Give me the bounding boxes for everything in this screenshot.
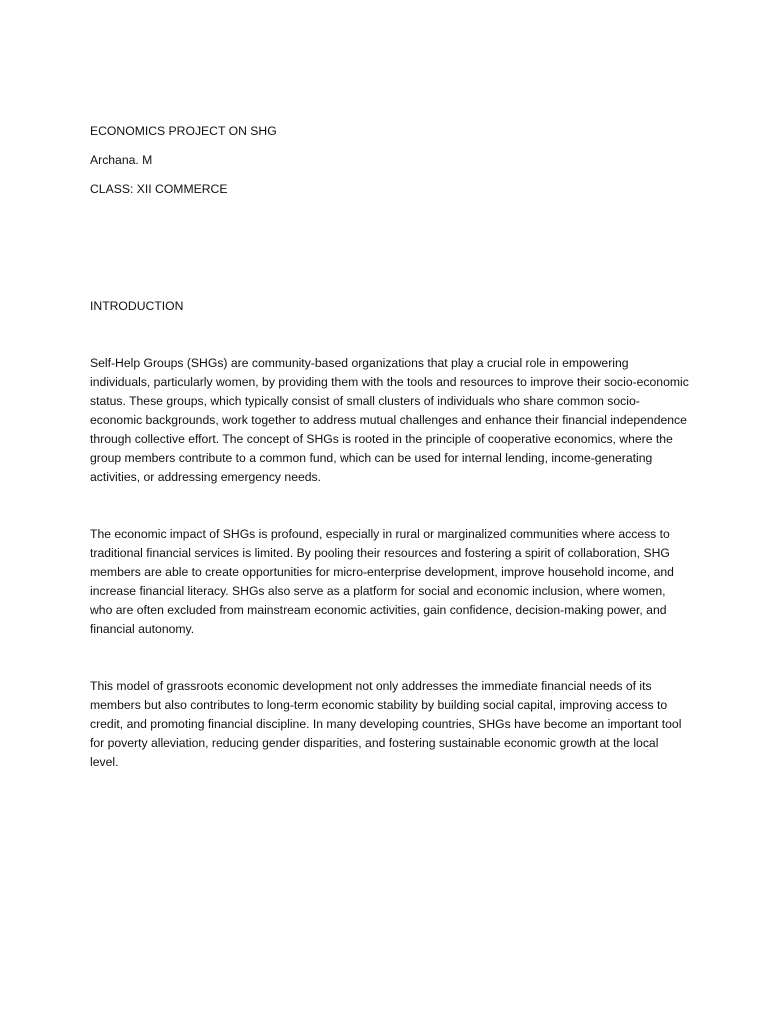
section-heading: INTRODUCTION <box>90 299 184 313</box>
document-title: ECONOMICS PROJECT ON SHG <box>90 124 277 138</box>
author-name: Archana. M <box>90 153 153 167</box>
paragraph: This model of grassroots economic development not only addresses the immediate financial needs of its members but also contributes to long-term economic stability by building social capital, improving access to credit, and promoting financial discipline. In many developing countries, SHGs have become an important tool for poverty alleviation, reducing gender disparities, and fostering sustainable economic growth at the local level. <box>90 679 682 769</box>
paragraph: The economic impact of SHGs is profound, especially in rural or marginalized communities where access to traditional financial services is limited. By pooling their resources and fostering a spirit of collaboration, SHG members are able to create opportunities for micro-enterprise development, improve household income, and increase financial literacy. SHGs also serve as a platform for social and economic inclusion, where women, who are often excluded from mainstream economic activities, gain confidence, decision-making power, and financial autonomy. <box>90 527 674 636</box>
paragraph: Self-Help Groups (SHGs) are community-based organizations that play a crucial role in empowering individuals, particularly women, by providing them with the tools and resources to improve their socio-economic status. These groups, which typically consist of small clusters of individuals who share common socio-economic backgrounds, work together to address mutual challenges and enhance their financial independence through collective effort. The concept of SHGs is rooted in the principle of cooperative economics, where the group members contribute to a common fund, which can be used for internal lending, income-generating activities, or addressing emergency needs. <box>90 356 689 484</box>
class-line: CLASS: XII COMMERCE <box>90 182 228 196</box>
